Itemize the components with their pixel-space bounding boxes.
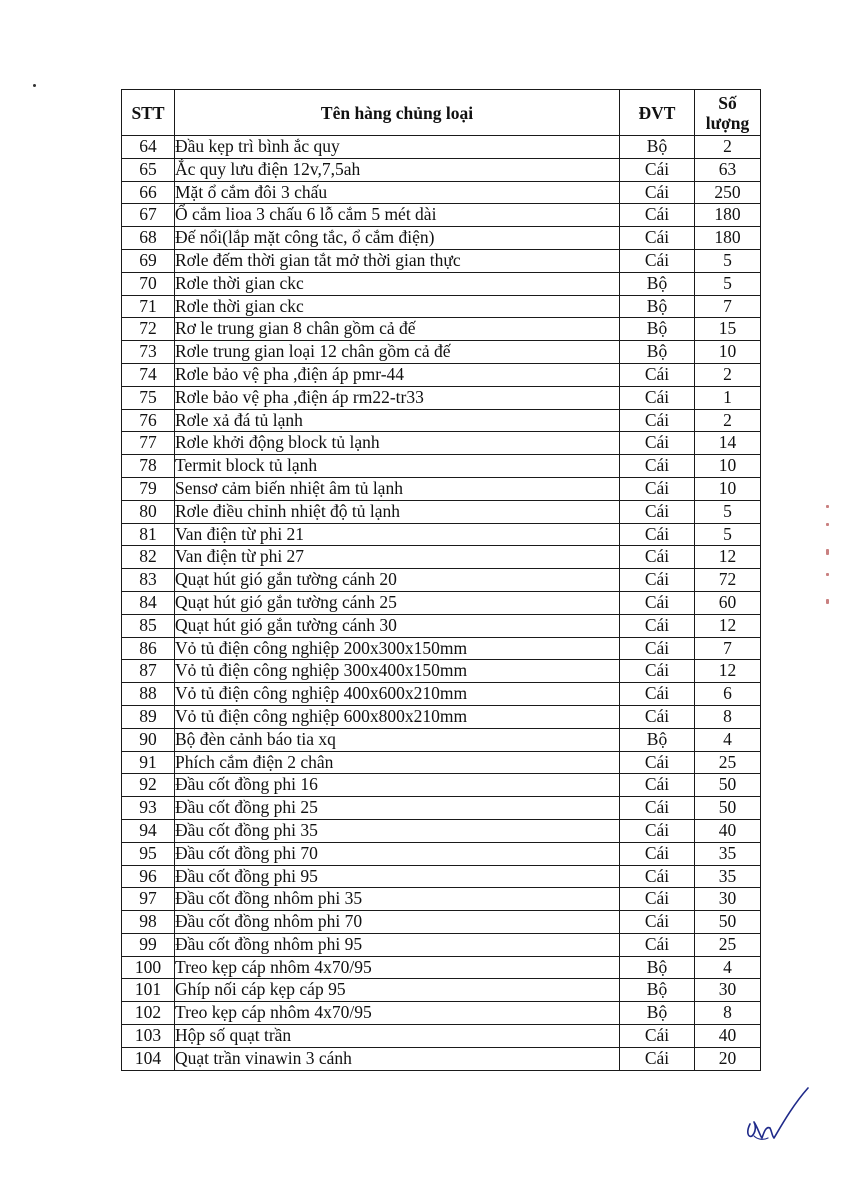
table-row (122, 204, 761, 227)
row-stt: 92 (122, 774, 175, 797)
row-stt: 87 (122, 660, 175, 683)
row-dvt: Cái (620, 819, 695, 842)
row-dvt: Cái (620, 546, 695, 569)
row-dvt: Cái (620, 569, 695, 592)
row-stt: 75 (122, 386, 175, 409)
row-qty: 4 (695, 956, 761, 979)
row-name: Termit block tủ lạnh (175, 455, 620, 478)
row-qty: 6 (695, 683, 761, 706)
row-dvt: Cái (620, 523, 695, 546)
table-row (122, 1002, 761, 1025)
row-name: Ổ cắm lioa 3 chấu 6 lỗ cắm 5 mét dài (175, 204, 620, 227)
row-qty: 5 (695, 523, 761, 546)
table-row (122, 979, 761, 1002)
row-name: Rơ le trung gian 8 chân gồm cả đế (175, 318, 620, 341)
row-dvt: Bộ (620, 979, 695, 1002)
table-row (122, 295, 761, 318)
row-qty: 250 (695, 181, 761, 204)
row-dvt: Cái (620, 637, 695, 660)
row-stt: 81 (122, 523, 175, 546)
row-name: Đầu cốt đồng nhôm phi 95 (175, 933, 620, 956)
row-qty: 35 (695, 865, 761, 888)
row-name: Rơle thời gian ckc (175, 272, 620, 295)
row-name: Đầu cốt đồng nhôm phi 70 (175, 911, 620, 934)
row-qty: 5 (695, 272, 761, 295)
row-stt: 84 (122, 591, 175, 614)
row-stt: 78 (122, 455, 175, 478)
row-dvt: Cái (620, 249, 695, 272)
row-qty: 12 (695, 546, 761, 569)
row-stt: 100 (122, 956, 175, 979)
table-row (122, 569, 761, 592)
row-stt: 101 (122, 979, 175, 1002)
row-stt: 85 (122, 614, 175, 637)
row-stt: 99 (122, 933, 175, 956)
row-name: Ắc quy lưu điện 12v,7,5ah (175, 158, 620, 181)
row-stt: 79 (122, 477, 175, 500)
row-qty: 2 (695, 363, 761, 386)
row-dvt: Cái (620, 181, 695, 204)
row-qty: 50 (695, 774, 761, 797)
row-name: Ghíp nối cáp kẹp cáp 95 (175, 979, 620, 1002)
row-stt: 69 (122, 249, 175, 272)
row-name: Rơle bảo vệ pha ,điện áp rm22-tr33 (175, 386, 620, 409)
row-name: Vỏ tủ điện công nghiệp 300x400x150mm (175, 660, 620, 683)
row-dvt: Cái (620, 455, 695, 478)
row-qty: 10 (695, 341, 761, 364)
row-dvt: Cái (620, 933, 695, 956)
row-stt: 74 (122, 363, 175, 386)
row-stt: 76 (122, 409, 175, 432)
table-row (122, 774, 761, 797)
table-row (122, 728, 761, 751)
row-name: Mặt ổ cắm đôi 3 chấu (175, 181, 620, 204)
header-stt: STT (122, 90, 175, 136)
row-name: Treo kẹp cáp nhôm 4x70/95 (175, 956, 620, 979)
row-dvt: Cái (620, 500, 695, 523)
table-row (122, 341, 761, 364)
row-qty: 10 (695, 477, 761, 500)
row-qty: 8 (695, 1002, 761, 1025)
row-name: Đế nổi(lắp mặt công tắc, ổ cắm điện) (175, 227, 620, 250)
row-dvt: Cái (620, 386, 695, 409)
row-name: Đầu cốt đồng nhôm phi 35 (175, 888, 620, 911)
row-name: Treo kẹp cáp nhôm 4x70/95 (175, 1002, 620, 1025)
header-qty-line2: lượng (705, 112, 750, 133)
header-qty (695, 90, 761, 136)
table-row (122, 797, 761, 820)
row-dvt: Cái (620, 660, 695, 683)
row-name: Quạt hút gió gắn tường cánh 20 (175, 569, 620, 592)
row-stt: 89 (122, 705, 175, 728)
row-name: Đầu cốt đồng phi 70 (175, 842, 620, 865)
row-qty: 25 (695, 751, 761, 774)
row-stt: 67 (122, 204, 175, 227)
row-dvt: Cái (620, 204, 695, 227)
row-name: Đầu cốt đồng phi 95 (175, 865, 620, 888)
row-stt: 88 (122, 683, 175, 706)
row-stt: 103 (122, 1025, 175, 1048)
row-qty: 180 (695, 204, 761, 227)
row-dvt: Bộ (620, 136, 695, 159)
row-name: Rơle khởi động block tủ lạnh (175, 432, 620, 455)
row-stt: 95 (122, 842, 175, 865)
row-name: Bộ đèn cảnh báo tia xq (175, 728, 620, 751)
row-qty: 60 (695, 591, 761, 614)
table-row (122, 523, 761, 546)
row-name: Vỏ tủ điện công nghiệp 400x600x210mm (175, 683, 620, 706)
row-stt: 90 (122, 728, 175, 751)
row-stt: 68 (122, 227, 175, 250)
row-name: Vỏ tủ điện công nghiệp 600x800x210mm (175, 705, 620, 728)
row-name: Van điện từ phi 21 (175, 523, 620, 546)
row-dvt: Cái (620, 614, 695, 637)
table-row (122, 1047, 761, 1070)
table-row (122, 136, 761, 159)
row-name: Rơle thời gian ckc (175, 295, 620, 318)
row-name: Đầu cốt đồng phi 35 (175, 819, 620, 842)
table-row (122, 363, 761, 386)
row-stt: 83 (122, 569, 175, 592)
row-qty: 35 (695, 842, 761, 865)
row-qty: 7 (695, 295, 761, 318)
row-stt: 80 (122, 500, 175, 523)
table-body (122, 136, 761, 1071)
row-name: Rơle xả đá tủ lạnh (175, 409, 620, 432)
row-dvt: Cái (620, 1025, 695, 1048)
row-stt: 104 (122, 1047, 175, 1070)
row-dvt: Cái (620, 774, 695, 797)
row-dvt: Bộ (620, 318, 695, 341)
header-name: Tên hàng chủng loại (175, 90, 620, 136)
table-row (122, 249, 761, 272)
row-qty: 25 (695, 933, 761, 956)
row-dvt: Cái (620, 865, 695, 888)
table-row (122, 683, 761, 706)
row-dvt: Bộ (620, 728, 695, 751)
row-dvt: Bộ (620, 341, 695, 364)
row-name: Quạt hút gió gắn tường cánh 25 (175, 591, 620, 614)
table-row (122, 158, 761, 181)
table-row (122, 865, 761, 888)
row-stt: 70 (122, 272, 175, 295)
row-qty: 40 (695, 819, 761, 842)
row-stt: 73 (122, 341, 175, 364)
row-qty: 72 (695, 569, 761, 592)
row-stt: 66 (122, 181, 175, 204)
row-stt: 71 (122, 295, 175, 318)
row-stt: 82 (122, 546, 175, 569)
table-row (122, 409, 761, 432)
table-row (122, 660, 761, 683)
table-row (122, 455, 761, 478)
table-row (122, 432, 761, 455)
row-name: Quạt hút gió gắn tường cánh 30 (175, 614, 620, 637)
row-dvt: Cái (620, 1047, 695, 1070)
row-qty: 63 (695, 158, 761, 181)
row-qty: 12 (695, 660, 761, 683)
row-qty: 5 (695, 249, 761, 272)
items-table (121, 89, 761, 1071)
row-qty: 50 (695, 797, 761, 820)
table-row (122, 500, 761, 523)
header-row (122, 90, 761, 136)
row-dvt: Cái (620, 477, 695, 500)
row-dvt: Bộ (620, 956, 695, 979)
row-qty: 180 (695, 227, 761, 250)
scan-speck (33, 84, 36, 87)
row-stt: 91 (122, 751, 175, 774)
row-dvt: Cái (620, 227, 695, 250)
row-dvt: Cái (620, 683, 695, 706)
row-dvt: Bộ (620, 295, 695, 318)
row-qty: 40 (695, 1025, 761, 1048)
table-row (122, 477, 761, 500)
table-row (122, 318, 761, 341)
table-row (122, 637, 761, 660)
row-name: Rơle trung gian loại 12 chân gồm cả đế (175, 341, 620, 364)
table-row (122, 751, 761, 774)
table-row (122, 1025, 761, 1048)
row-name: Đầu cốt đồng phi 16 (175, 774, 620, 797)
row-qty: 2 (695, 136, 761, 159)
header-qty-line1: Số (718, 92, 737, 113)
signature-mark (742, 1082, 814, 1146)
row-stt: 97 (122, 888, 175, 911)
row-qty: 8 (695, 705, 761, 728)
table-row (122, 272, 761, 295)
row-stt: 94 (122, 819, 175, 842)
row-dvt: Cái (620, 432, 695, 455)
table-row (122, 705, 761, 728)
row-dvt: Cái (620, 363, 695, 386)
row-dvt: Cái (620, 888, 695, 911)
table-row (122, 888, 761, 911)
row-qty: 7 (695, 637, 761, 660)
table-row (122, 614, 761, 637)
row-dvt: Cái (620, 705, 695, 728)
row-dvt: Bộ (620, 272, 695, 295)
row-stt: 86 (122, 637, 175, 660)
table-row (122, 546, 761, 569)
row-qty: 30 (695, 888, 761, 911)
row-qty: 10 (695, 455, 761, 478)
row-dvt: Cái (620, 409, 695, 432)
row-dvt: Bộ (620, 1002, 695, 1025)
row-stt: 72 (122, 318, 175, 341)
row-dvt: Cái (620, 751, 695, 774)
table-row (122, 933, 761, 956)
row-name: Van điện từ phi 27 (175, 546, 620, 569)
row-qty: 4 (695, 728, 761, 751)
table-row (122, 911, 761, 934)
row-stt: 64 (122, 136, 175, 159)
row-name: Rơle đếm thời gian tắt mở thời gian thực (175, 249, 620, 272)
row-dvt: Cái (620, 842, 695, 865)
table-row (122, 591, 761, 614)
row-dvt: Cái (620, 797, 695, 820)
row-name: Phích cắm điện 2 chân (175, 751, 620, 774)
row-qty: 5 (695, 500, 761, 523)
row-stt: 102 (122, 1002, 175, 1025)
row-dvt: Cái (620, 158, 695, 181)
row-qty: 20 (695, 1047, 761, 1070)
table-row (122, 842, 761, 865)
table-row (122, 386, 761, 409)
row-qty: 14 (695, 432, 761, 455)
row-qty: 15 (695, 318, 761, 341)
row-name: Hộp số quạt trần (175, 1025, 620, 1048)
row-name: Rơle bảo vệ pha ,điện áp pmr-44 (175, 363, 620, 386)
margin-stamp-marks (822, 495, 836, 625)
row-qty: 12 (695, 614, 761, 637)
row-dvt: Cái (620, 591, 695, 614)
table-row (122, 181, 761, 204)
table-row (122, 227, 761, 250)
row-name: Sensơ cảm biến nhiệt âm tủ lạnh (175, 477, 620, 500)
table-row (122, 819, 761, 842)
row-name: Quạt trần vinawin 3 cánh (175, 1047, 620, 1070)
row-name: Rơle điều chỉnh nhiệt độ tủ lạnh (175, 500, 620, 523)
row-stt: 98 (122, 911, 175, 934)
row-qty: 2 (695, 409, 761, 432)
row-stt: 65 (122, 158, 175, 181)
row-name: Đầu cốt đồng phi 25 (175, 797, 620, 820)
row-name: Vỏ tủ điện công nghiệp 200x300x150mm (175, 637, 620, 660)
header-dvt: ĐVT (620, 90, 695, 136)
row-qty: 50 (695, 911, 761, 934)
row-stt: 93 (122, 797, 175, 820)
table-header (122, 90, 761, 136)
row-dvt: Cái (620, 911, 695, 934)
row-qty: 1 (695, 386, 761, 409)
row-stt: 77 (122, 432, 175, 455)
row-stt: 96 (122, 865, 175, 888)
row-qty: 30 (695, 979, 761, 1002)
row-name: Đầu kẹp trì bình ắc quy (175, 136, 620, 159)
table-row (122, 956, 761, 979)
